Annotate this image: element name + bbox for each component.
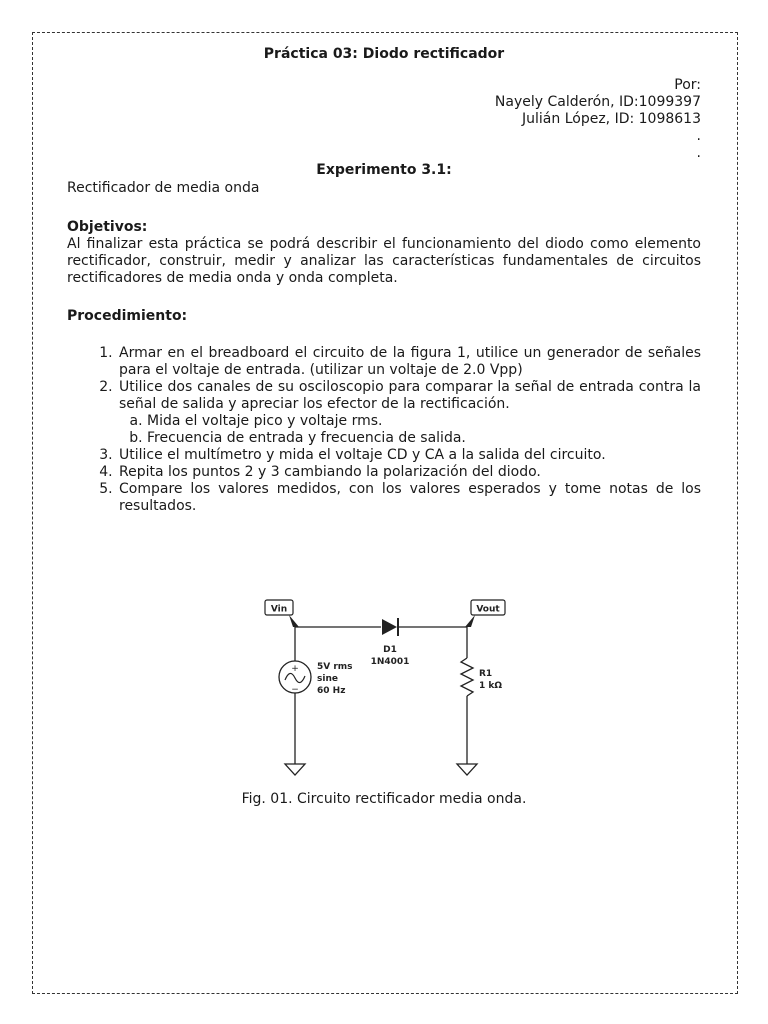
minus-sign: −: [291, 685, 299, 695]
step-text: Repita los puntos 2 y 3 cambiando la polarización del diodo.: [119, 464, 541, 480]
diode-name: D1: [383, 645, 397, 655]
vin-label: Vin: [270, 604, 288, 615]
source-type: sine: [317, 674, 338, 684]
objectives-heading: Objetivos:: [67, 219, 148, 235]
resistor-value: 1 kΩ: [479, 681, 503, 691]
diode-part: 1N4001: [370, 657, 410, 667]
plus-sign: +: [291, 664, 299, 674]
document-title: Práctica 03: Diodo rectificador: [263, 46, 505, 62]
vin-arrow: [289, 615, 299, 627]
experiment-subtitle: Rectificador de media onda: [67, 180, 260, 196]
procedure-substep: a. Mida el voltaje pico y voltaje rms.: [147, 413, 701, 430]
vout-label: Vout: [476, 604, 500, 615]
circuit-figure: [255, 594, 515, 784]
authors-block: [67, 77, 701, 162]
document-body: [67, 46, 701, 515]
procedure-step: [117, 481, 701, 515]
by-label: Por:: [674, 77, 701, 93]
source-voltage: 5V rms: [317, 662, 353, 672]
author-line: Nayely Calderón, ID:1099397: [494, 94, 701, 110]
procedure-step: [117, 345, 701, 379]
procedure-list: [67, 345, 701, 515]
procedure-substep: b. Frecuencia de entrada y frecuencia de salida.: [147, 430, 701, 447]
procedure-sublist: [119, 413, 701, 447]
procedure-step: [117, 464, 701, 481]
source-frequency: 60 Hz: [317, 686, 346, 696]
author-line: .: [696, 145, 701, 161]
author-line: Julián López, ID: 1098613: [522, 111, 701, 127]
figure-caption: Fig. 01. Circuito rectificador media onda.: [241, 791, 527, 807]
author-line: .: [696, 128, 701, 144]
ground-icon: [285, 764, 305, 775]
step-text: Utilice el multímetro y mida el voltaje CD y CA a la salida del circuito.: [119, 447, 606, 463]
experiment-title: Experimento 3.1:: [316, 162, 452, 178]
vout-arrow: [465, 615, 475, 627]
step-text: Compare los valores medidos, con los valores esperados y tome notas de los resultados.: [119, 481, 701, 514]
resistor-name: R1: [479, 669, 493, 679]
resistor-icon: [461, 658, 473, 696]
circuit-diagram: [255, 594, 515, 784]
step-text: Utilice dos canales de su osciloscopio para comparar la señal de entrada contra la señal de salida y apreciar los efector de la rectificación.: [119, 379, 701, 412]
procedure-step: [117, 447, 701, 464]
step-text: Armar en el breadboard el circuito de la figura 1, utilice un generador de señales para el voltaje de entrada. (utilizar un voltaje de 2.0 Vpp): [119, 345, 701, 378]
diode-icon: [382, 619, 397, 635]
objectives-text: Al finalizar esta práctica se podrá describir el funcionamiento del diodo como elemento rectificador, construir, medir y analizar las características fundamentales de circuitos rectificadores de media onda y onda completa.: [67, 236, 701, 286]
ground-icon: [457, 764, 477, 775]
procedure-step: [117, 379, 701, 447]
procedure-heading: Procedimiento:: [67, 308, 188, 324]
